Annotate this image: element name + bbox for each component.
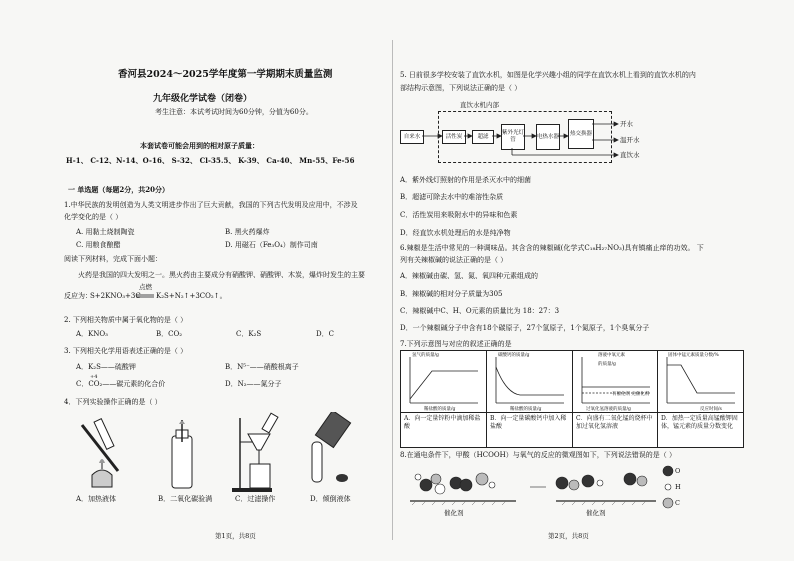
column-divider xyxy=(392,40,393,540)
q4-option-c: C．过滤操作 xyxy=(235,495,276,503)
graph-c-xlabel: 过氧化氢溶液的质量/g xyxy=(586,407,631,412)
q6-option-d: D．一个辣椒碱分子中含有18个碳原子，27个氢原子，1个氮原子，1个臭氧分子 xyxy=(400,324,650,332)
q1-stem-1: 1.中华民族的发明创造为人类文明进步作出了巨大贡献，我国的下列古代发明及应用中，不涉及 xyxy=(64,201,358,209)
exam-notice: 考生注意：本试考试时间为60分钟，分值为60分。 xyxy=(155,108,313,116)
q4-option-a: A．加热液体 xyxy=(76,495,117,503)
heating-liquid-illustration xyxy=(70,413,140,493)
q5-stem-1: 5. 日前很多学校安装了直饮水机，如图是化学兴趣小组的同学在直饮水机上看到的直饮水机的内 xyxy=(400,71,696,79)
graph-a-xlabel: 稀盐酸的质量/g xyxy=(424,407,456,412)
reaction-condition: 点燃 xyxy=(139,283,152,291)
q6-option-c: C．辣椒碱中C、H、O元素的质量比为 18：27：3 xyxy=(400,307,560,315)
graph-c-note: 有催化剂 无催化剂 xyxy=(612,392,650,397)
graph-c-ylabel: 溶液中氧元素的质量/g xyxy=(598,353,625,367)
catalyst-label-2: 催化剂 xyxy=(586,509,606,517)
q3-option-a: A．K₂S——硫酸钾 xyxy=(76,363,136,371)
q5-stem-2: 部结构示意图，下列说法正确的是（ ） xyxy=(400,84,522,92)
exam-title: 香河县2024～2025学年度第一学期期末质量监测 xyxy=(118,69,333,80)
q1-option-a: A. 用黏土烧制陶瓷 xyxy=(76,228,135,236)
q6-option-a: A．辣椒碱由碳、氢、氮、氧四种元素组成的 xyxy=(400,272,539,280)
atomic-mass-list: H-1、 C-12、N-14、O-16、 S-32、 Cl-35.5、 K-39、 Ca-40、 Mn-55、Fe-56 xyxy=(66,156,355,165)
left-column xyxy=(60,0,380,561)
q7-col-line-3 xyxy=(657,350,658,447)
graph-a xyxy=(404,353,482,411)
reading-paragraph: 火药是我国的四大发明之一。黑火药由主要成分有硝酸钾、硝酸钾、木炭，爆炸时发生的主要 xyxy=(78,271,365,279)
q1-option-b: B. 黑火药爆炸 xyxy=(225,228,270,236)
q4-option-d: D．倾倒液体 xyxy=(310,495,351,503)
q8-stem: 8.在通电条件下，甲酸（HCOOH）与氧气的反应的微观图如下，下列说法错误的是（ ） xyxy=(400,451,676,459)
co2-test-illustration xyxy=(158,418,208,493)
q5-option-c: C．活性炭用来吸附水中的异味和色素 xyxy=(400,211,518,219)
q5-option-b: B．超滤可除去水中的难溶性杂质 xyxy=(400,193,504,201)
footer-left-page: 第1页，共8页 xyxy=(215,532,256,540)
flow-box-heater: 电热水器 xyxy=(536,124,560,150)
catalyst-label-1: 催化剂 xyxy=(444,509,464,517)
q2-option-d: D．C xyxy=(316,330,334,338)
pouring-liquid-illustration xyxy=(302,412,362,492)
q3-valence-mark: +4 xyxy=(90,374,98,380)
q7-col-line-2 xyxy=(572,350,573,447)
reaction-arrow xyxy=(136,294,154,298)
q5-option-d: D．经直饮水机处理后的水是纯净物 xyxy=(400,229,511,237)
q3-option-c: C．CO₂——碳元素的化合价 xyxy=(76,380,166,388)
graph-b-xlabel: 稀盐酸的质量/g xyxy=(510,407,542,412)
legend-c: C xyxy=(675,499,680,507)
q6-option-b: B．辣椒碱的相对分子质量为305 xyxy=(400,290,503,298)
q1-stem-2: 化学变化的是（ ） xyxy=(64,213,123,221)
output-drinking: 直饮水 xyxy=(620,151,640,159)
q3-stem: 3. 下列相关化学用语表述正确的是（ ） xyxy=(64,347,188,355)
q3-option-b: B．N⁵⁻——硝酸根离子 xyxy=(225,363,299,371)
q7-col-line-1 xyxy=(486,350,487,447)
graph-d xyxy=(661,353,739,411)
flow-arrows xyxy=(400,110,640,170)
q6-stem-1: 6.辣椒是生活中常见的一种调味品。其含含的辣椒碱(化学式C₁₈H₂₇NO₃)具有镇痛止痒的功效。 下 xyxy=(400,244,704,252)
q4-stem: 4．下列实验操作正确的是（ ） xyxy=(64,398,162,406)
legend-o: O xyxy=(675,467,681,475)
graph-d-xlabel: 反应时间/s xyxy=(700,407,722,412)
q2-option-a: A．KNO₃ xyxy=(76,330,108,338)
section-title: 一 单选题（每题2分，共20分） xyxy=(68,185,170,194)
q2-option-c: C．K₂S xyxy=(236,330,262,338)
graph-b-ylabel: 碳酸钙的质量/g xyxy=(498,353,530,358)
q6-stem-2: 列有关辣椒碱的说法正确的是（ ） xyxy=(400,256,508,264)
reading-reaction-label: 反应为： xyxy=(64,292,92,300)
flow-box-heat-exchanger: 热交换器 xyxy=(568,119,594,149)
q2-option-b: B．CO₂ xyxy=(156,330,183,338)
diagram-title: 直饮水机内部 xyxy=(460,101,499,109)
q1-option-c: C. 用粮食酿醋 xyxy=(76,241,121,249)
q1-option-d: D. 用磁石（Fe₃O₄）制作司南 xyxy=(225,241,318,249)
q3-option-d: D．N₂——氮分子 xyxy=(225,380,282,388)
output-warm: 温开水 xyxy=(620,136,640,144)
flow-box-carbon: 活性炭 xyxy=(442,130,466,144)
legend-h: H xyxy=(675,483,681,491)
output-boiling: 开水 xyxy=(620,120,633,128)
atomic-mass-title: 本套试卷可能会用到的相对原子质量： xyxy=(140,141,259,150)
graph-b-caption: B．向一定量碳酸钙中加入稀盐酸 xyxy=(490,415,567,430)
flow-box-ultrafilter: 超滤 xyxy=(472,130,494,144)
reaction-equation: S+2KNO₃+3C xyxy=(90,292,141,300)
q5-option-a: A．紫外线灯照射的作用是杀灭水中的细菌 xyxy=(400,176,532,184)
reading-intro: 阅读下列材料，完成下面小题： xyxy=(64,255,162,263)
flow-box-tap-water: 自来水 xyxy=(400,130,424,144)
graph-d-caption: D．加热一定质量高锰酸钾固体，锰元素的质量分数变化 xyxy=(661,415,738,430)
q4-option-b: B．二氧化碳验满 xyxy=(158,495,213,503)
reaction-products: K₂S+N₂↑+3CO₂↑。 xyxy=(156,292,227,300)
q7-stem: 7.下列示意图与对应的叙述正确的是 xyxy=(400,340,512,348)
graph-d-ylabel: 固体中锰元素质量分数/% xyxy=(668,353,719,358)
graph-a-ylabel: 氢气的质量/g xyxy=(412,353,439,358)
flow-box-uv-lamp: 紫外光灯管 xyxy=(501,124,525,150)
q2-stem: 2. 下列相关物质中属于氧化物的是（ ） xyxy=(64,316,188,324)
graph-b xyxy=(490,353,568,411)
graph-a-caption: A．向一定量锌粉中滴加稀盐酸 xyxy=(404,415,481,430)
graph-c-caption: C．向盛有二氧化锰的烧杯中加过氧化氢溶液 xyxy=(576,415,653,430)
right-column xyxy=(400,0,745,561)
footer-right-page: 第2页，共8页 xyxy=(548,532,589,540)
exam-subtitle: 九年级化学试卷（闭卷） xyxy=(153,94,253,104)
filtration-illustration xyxy=(230,408,290,496)
